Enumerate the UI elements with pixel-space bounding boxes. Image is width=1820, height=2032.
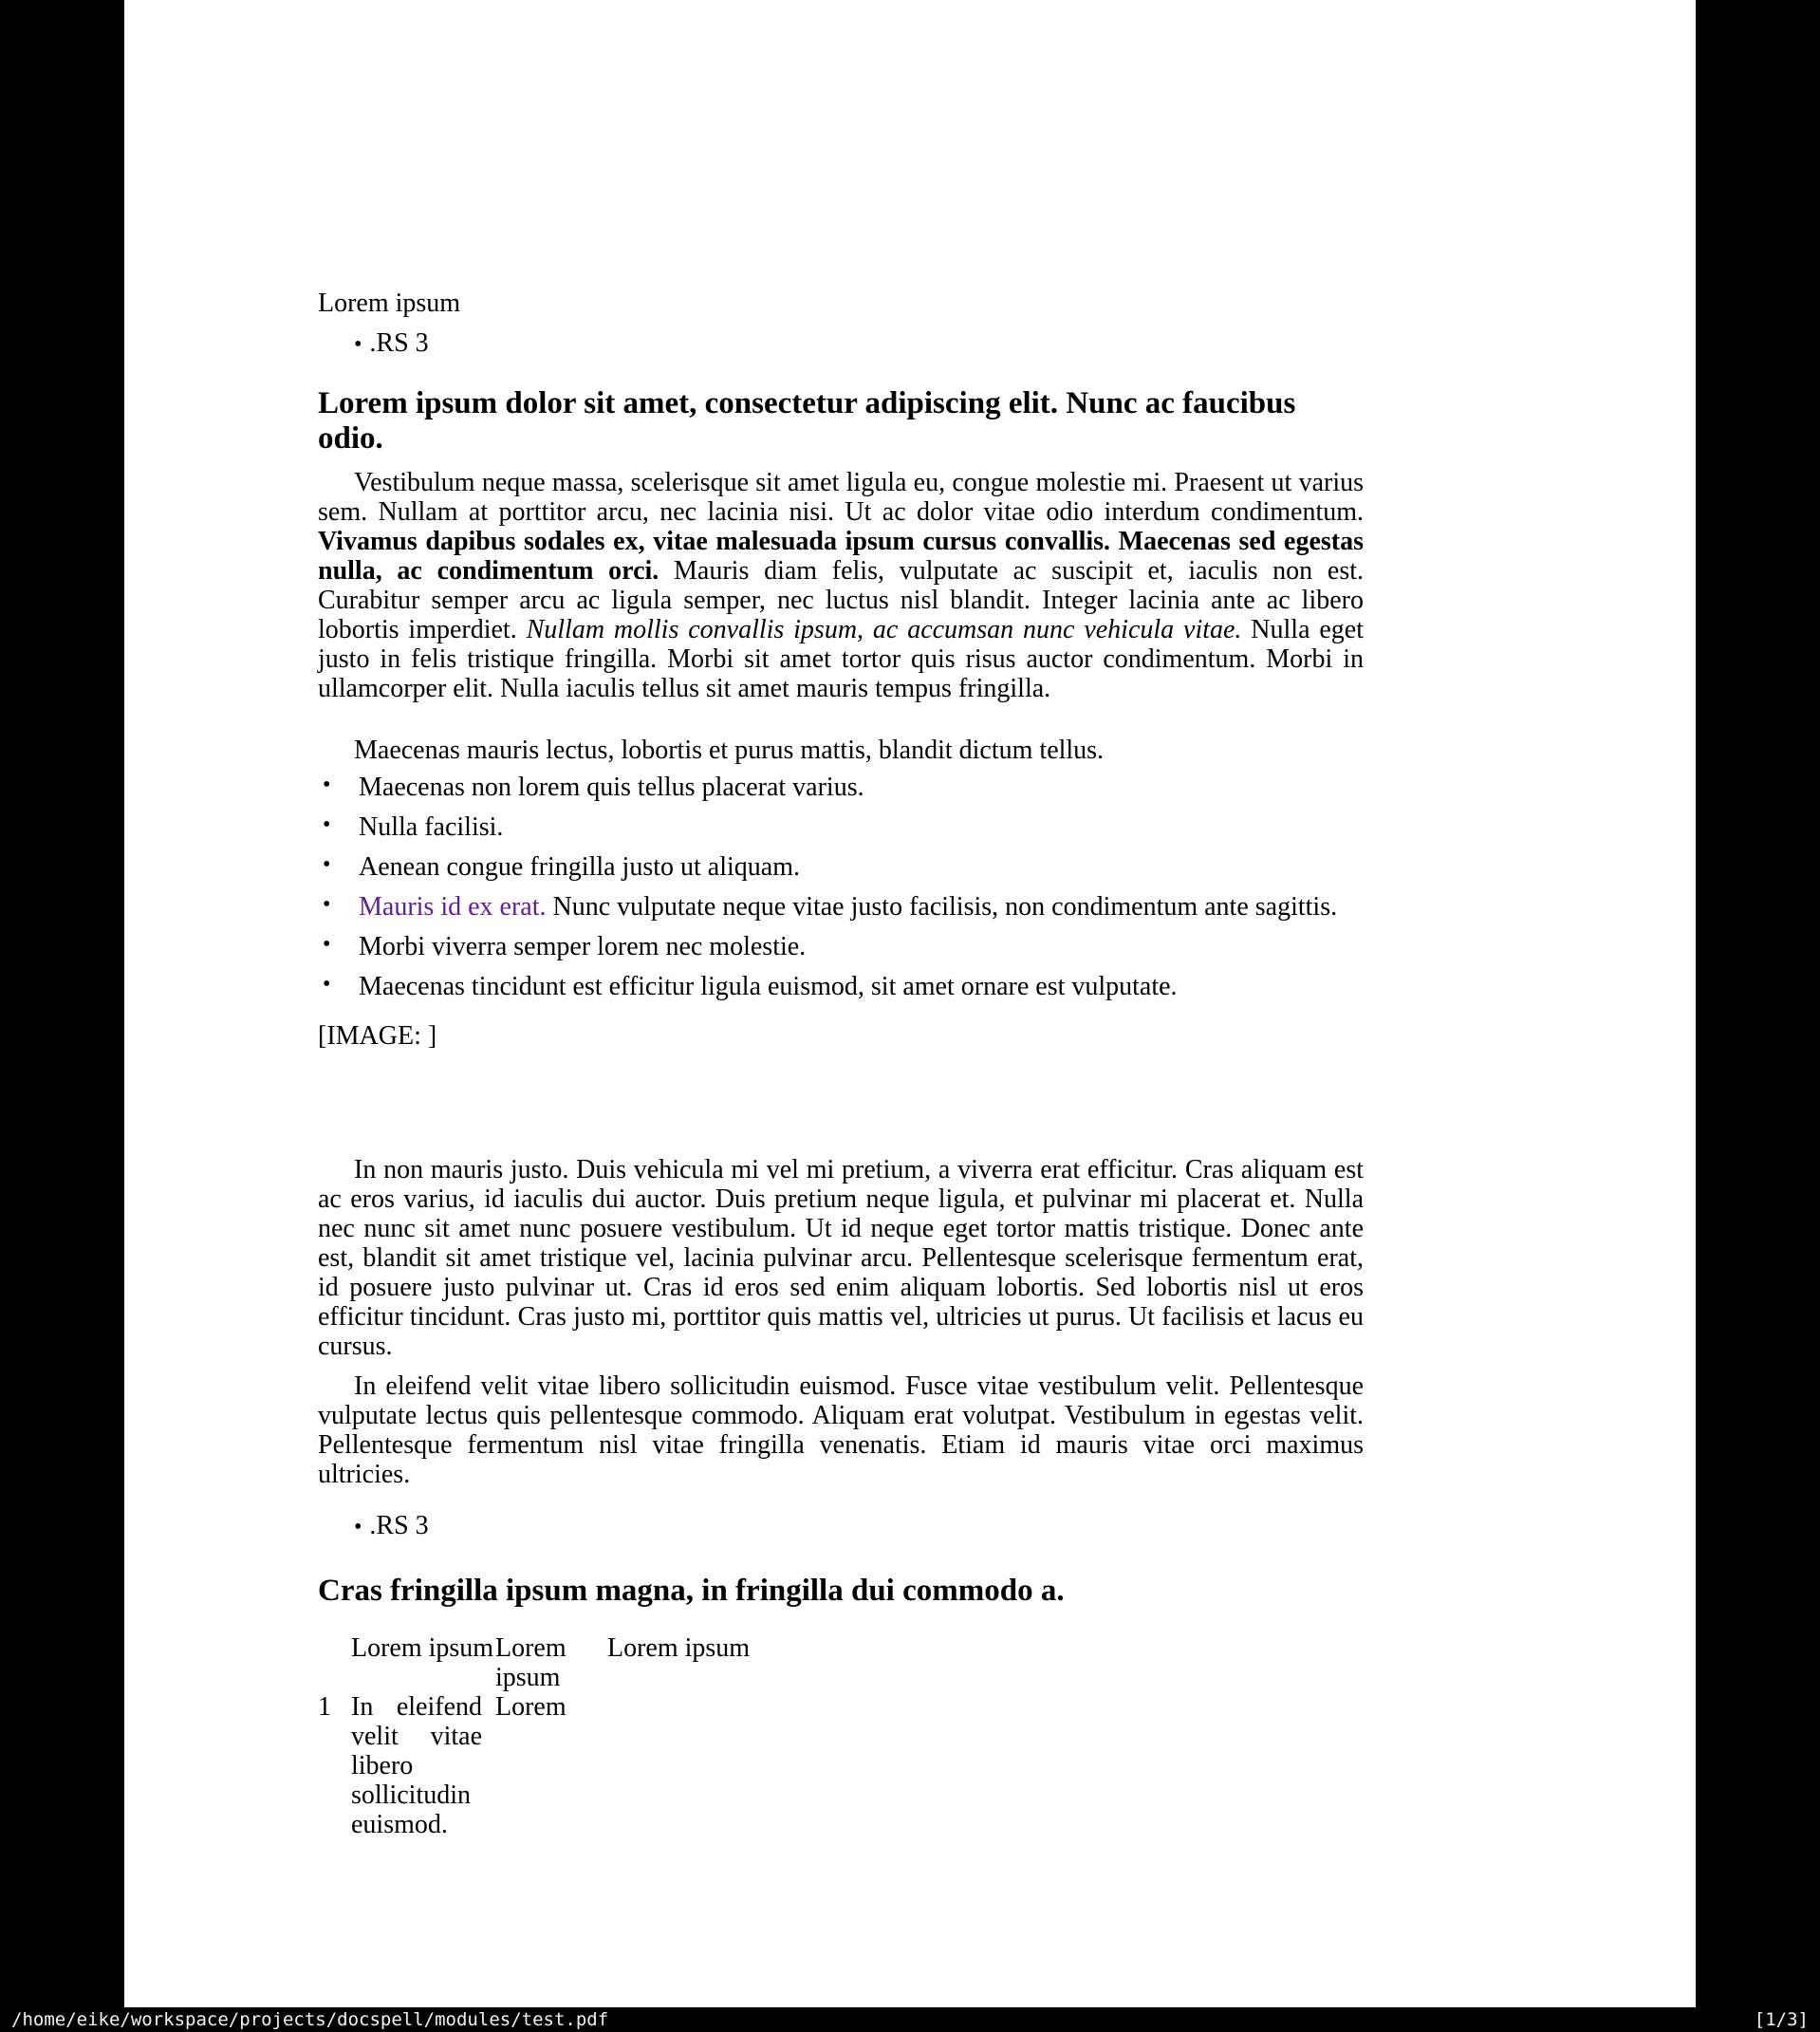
paragraph-1 (318, 468, 1364, 703)
list-item (318, 972, 1364, 1001)
list-item-text: Nulla facilisi. (359, 812, 504, 842)
list-item-text: Maecenas non lorem quis tellus placerat varius. (359, 773, 864, 802)
list-item-text: Nunc vulputate neque vitae justo facilisis, non condimentum ante sagittis. (546, 892, 1338, 922)
bullet-icon: • (354, 332, 362, 357)
paragraph-1-bold-segment: Vivamus dapibus sodales ex, vitae malesuada ipsum cursus convallis. Maecenas sed egestas nulla, ac condimentum orci. (318, 527, 1364, 586)
bullet-icon: • (354, 1515, 362, 1539)
pdf-page (124, 0, 1696, 2007)
table-header-cell: Lorem ipsum (607, 1633, 751, 1663)
document-content (318, 289, 1364, 1839)
paragraph-1-italic-segment: Nullam mollis convallis ipsum, ac accumsan nunc vehicula vitae. (526, 615, 1242, 644)
paragraph-1-seg3: Nulla eget justo in felis tristique fringilla. Morbi sit amet tortor quis risus auctor condimentum. Morbi in ullamcorper elit. Nulla iaculis tellus sit amet mauris tempus fringilla. (318, 615, 1364, 703)
bullet-icon: • (323, 932, 331, 957)
statusbar-page-indicator: [1/3] (1754, 2009, 1809, 2030)
paragraph-1-seg2: Mauris diam felis, vulputate ac suscipit et, iaculis non est. Curabitur semper arcu ac ligula semper, nec luctus nisl blandit. Integer lacinia ante ac libero lobortis imperdiet. (318, 556, 1365, 644)
rs-bullet-1-label: .RS 3 (369, 328, 429, 358)
statusbar-file-path: /home/eike/workspace/projects/docspell/modules/test.pdf (11, 2009, 609, 2030)
list-item-text: Aenean congue fringilla justo ut aliquam. (359, 852, 800, 882)
row-number: 1 (318, 1692, 331, 1722)
table-corner-cell (318, 1633, 351, 1692)
bullet-icon: • (323, 892, 331, 917)
bullet-icon: • (323, 812, 331, 837)
table-cell: In eleifend velit vitae libero sollicitudin euismod. (351, 1692, 482, 1839)
list-item (318, 852, 1364, 882)
list-item (318, 812, 1364, 842)
section1-heading: Lorem ipsum dolor sit amet, consectetur adipiscing elit. Nunc ac faucibus odio. (318, 386, 1296, 456)
statusbar (0, 2007, 1820, 2032)
rs-bullet-1 (354, 328, 1364, 360)
list-item-text: Morbi viverra semper lorem nec molestie. (359, 932, 807, 961)
link-text[interactable]: Mauris id ex erat. (359, 892, 547, 922)
table-header-cell: Lorem ipsum (495, 1633, 566, 1692)
intro-text: Lorem ipsum (318, 289, 461, 318)
paragraph-3: In eleifend velit vitae libero sollicitudin euismod. Fusce vitae vestibulum velit. Pellentesque vulputate lectus quis pellentesque commodo. Aliquam erat volutpat. Vestibulum in egestas velit. Pellentesque fermentum nisl vitae fringilla venenatis. Etiam id mauris vitae orci maximus ultricies. (318, 1371, 1364, 1489)
rs-bullet-2 (354, 1511, 1364, 1542)
bullet-icon: • (323, 972, 331, 997)
rs-bullet-2-label: .RS 3 (369, 1511, 429, 1540)
list-item (318, 892, 1364, 922)
list-item (318, 932, 1364, 961)
bullet-list (318, 773, 1364, 1001)
table-header-cell: Lorem ipsum (351, 1633, 494, 1663)
list-item (318, 773, 1364, 802)
data-table (318, 1633, 849, 1839)
image-placeholder: [IMAGE: ] (318, 1021, 437, 1051)
table-cell: Lorem (495, 1692, 566, 1722)
table-cell (607, 1692, 797, 1839)
bullet-icon: • (323, 852, 331, 877)
lead-line: Maecenas mauris lectus, lobortis et purus mattis, blandit dictum tellus. (354, 736, 1105, 765)
section2-heading: Cras fringilla ipsum magna, in fringilla dui commodo a. (318, 1574, 1065, 1608)
paragraph-2: In non mauris justo. Duis vehicula mi vel mi pretium, a viverra erat efficitur. Cras aliquam est ac eros varius, id iaculis dui auctor. Duis pretium neque ligula, et pulvinar mi placerat et. Nulla nec nunc sit amet nunc posuere vestibulum. Ut id neque eget tortor mattis tristique. Donec ante est, blandit sit amet tristique vel, lacinia pulvinar arcu. Pellentesque scelerisque fermentum erat, id posuere justo pulvinar ut. Cras id eros sed enim aliquam lobortis. Sed lobortis nisl ut eros efficitur tincidunt. Cras justo mi, porttitor quis mattis vel, ultricies ut purus. Ut facilisis et lacus eu cursus. (318, 1155, 1364, 1361)
bullet-icon: • (323, 773, 331, 797)
list-item-text: Maecenas tincidunt est efficitur ligula euismod, sit amet ornare est vulputate. (359, 972, 1178, 1001)
paragraph-1-seg1: Vestibulum neque massa, scelerisque sit amet ligula eu, congue molestie mi. Praesent ut varius sem. Nullam at porttitor arcu, nec lacinia nisi. Ut ac dolor vitae odio interdum condimentum. (318, 468, 1364, 527)
